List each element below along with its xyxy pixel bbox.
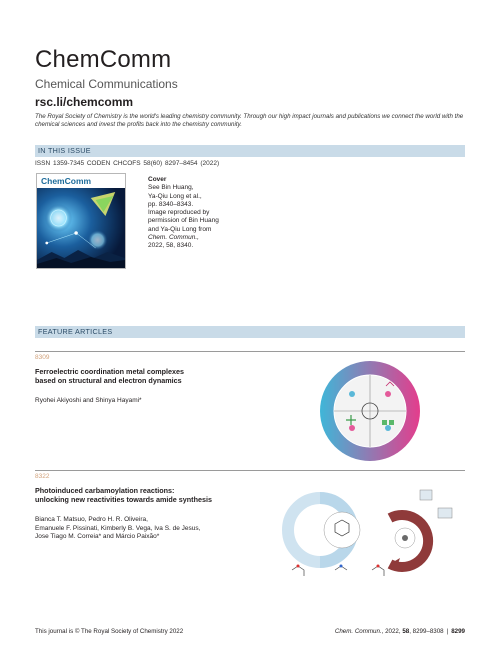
cover-caption bbox=[148, 176, 228, 251]
cover-label: Cover bbox=[148, 176, 167, 183]
cover-line: Chem. Commun., bbox=[148, 234, 199, 242]
article-title[interactable] bbox=[35, 367, 245, 385]
article-title-line: Ferroelectric coordination metal complexes bbox=[35, 367, 184, 376]
article-page-number[interactable]: 8322 bbox=[35, 473, 50, 480]
article-title[interactable] bbox=[35, 486, 245, 504]
article-author-line: Bianca T. Matsuo, Pedro H. R. Oliveira, bbox=[35, 516, 148, 523]
journal-blurb: The Royal Society of Chemistry is the world's leading chemistry community. Through our high impact journals and publications we connect the world with the chemical sciences and invest the profits back into the chemistry community. bbox=[35, 113, 464, 128]
cover-line: pp. 8340–8343. bbox=[148, 200, 194, 208]
article-title-line: unlocking new reactivities towards amide synthesis bbox=[35, 495, 212, 504]
article-graphic-ferroelectric[interactable] bbox=[300, 360, 440, 462]
article-divider bbox=[35, 351, 465, 352]
article-page-number[interactable]: 8309 bbox=[35, 354, 50, 361]
footer-page-number: 8299 bbox=[451, 628, 465, 635]
cover-line: and Ya-Qiu Long from bbox=[148, 225, 212, 233]
article-authors bbox=[35, 516, 245, 542]
article-author-line: Emanuele F. Pissinati, Kimberly B. Vega, Iva S. de Jesus, bbox=[35, 524, 201, 532]
footer-journal: Chem. Commun. bbox=[334, 628, 382, 635]
footer-copyright: This journal is © The Royal Society of Chemistry 2022 bbox=[35, 628, 184, 635]
article-author-line: Jose Tiago M. Correia* and Márcio Paixão* bbox=[35, 533, 160, 541]
cover-header bbox=[37, 174, 125, 188]
footer-year: , 2022, bbox=[381, 628, 403, 635]
journal-title: ChemComm bbox=[35, 46, 172, 73]
footer-separator: | bbox=[446, 628, 449, 635]
article-title-line: based on structural and electron dynamics bbox=[35, 376, 182, 385]
journal-subtitle: Chemical Communications bbox=[35, 77, 178, 91]
cover-line: See Bin Huang, bbox=[148, 184, 194, 192]
journal-url[interactable]: rsc.li/chemcomm bbox=[35, 95, 134, 109]
footer-citation bbox=[320, 628, 465, 635]
article-graphic-carbamoylation[interactable] bbox=[280, 478, 465, 586]
in-this-issue-bar: IN THIS ISSUE bbox=[35, 145, 465, 157]
article-author-line: Ryohei Akiyoshi and Shinya Hayami* bbox=[35, 397, 142, 404]
cover-line: permission of Bin Huang bbox=[148, 217, 219, 225]
article-divider bbox=[35, 470, 465, 471]
issn-line: ISSN 1359-7345 CODEN CHCOFS 58(60) 8297–8454 (2022) bbox=[35, 160, 220, 167]
cover-image[interactable] bbox=[36, 173, 126, 269]
cover-logo: ChemComm bbox=[41, 176, 92, 186]
cover-artwork bbox=[37, 188, 125, 269]
footer-pages: , 8299–8308 bbox=[409, 628, 444, 635]
article-title-line: Photoinduced carbamoylation reactions: bbox=[35, 486, 175, 495]
cover-line: Image reproduced by bbox=[148, 209, 210, 217]
footer-volume: 58 bbox=[402, 628, 410, 635]
cover-line: Ya-Qiu Long et al., bbox=[148, 192, 202, 200]
feature-articles-bar: FEATURE ARTICLES bbox=[35, 326, 465, 338]
cover-line: 2022, 58, 8340. bbox=[148, 242, 194, 250]
article-authors bbox=[35, 397, 245, 406]
